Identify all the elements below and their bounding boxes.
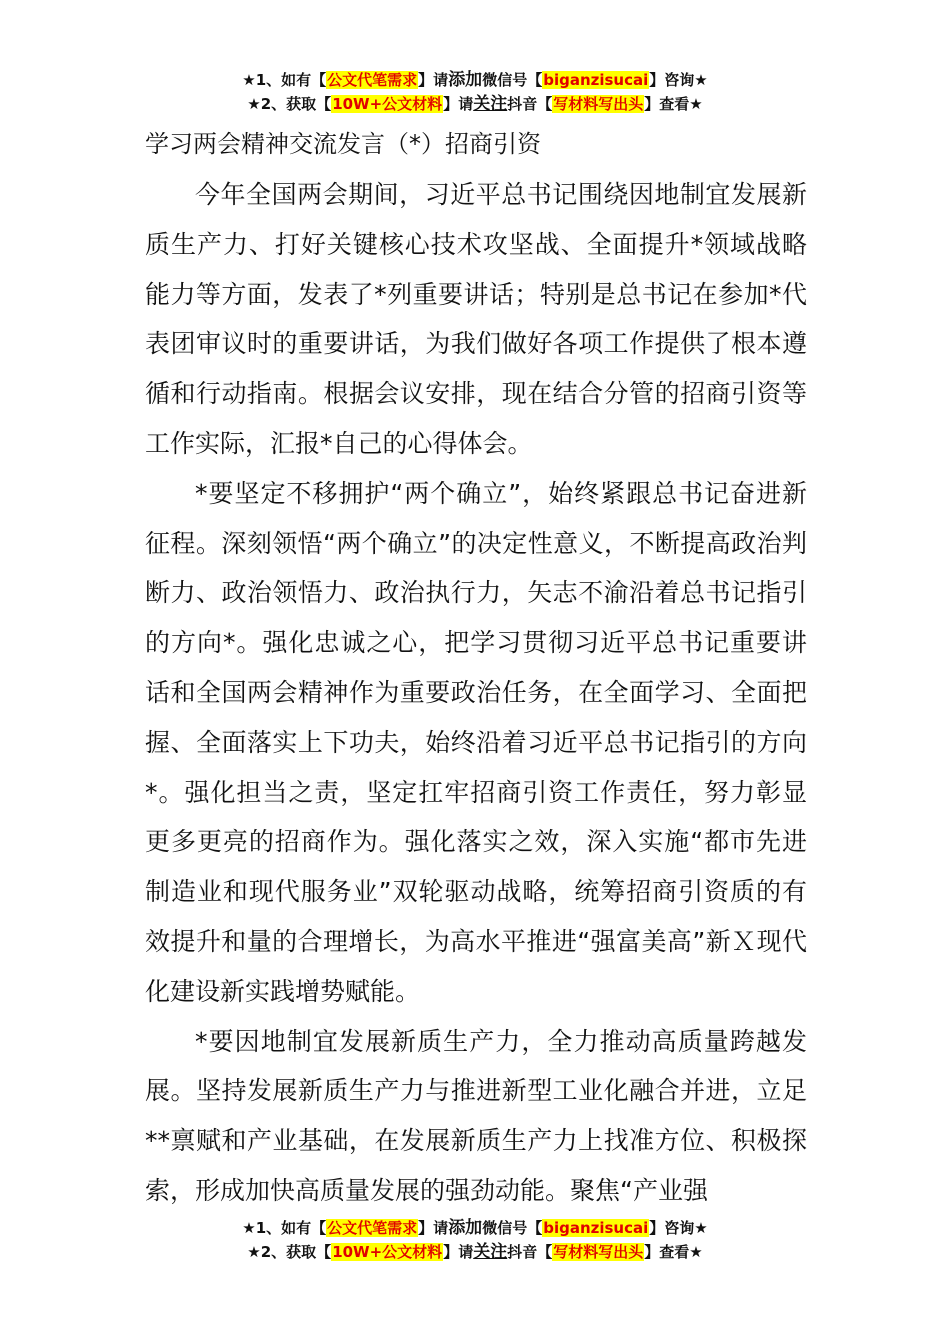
- paragraph: 今年全国两会期间，习近平总书记围绕因地制宜发展新质生产力、打好关键核心技术攻坚战、全面提升*领域战略能力等方面，发表了*列重要讲话；特别是总书记在参加*代表团审议时的重要讲话，为我们做好各项工作提供了根本遵循和行动指南。根据会议安排，现在结合分管的招商引资等工作实际，汇报*自己的心得体会。: [145, 180, 807, 458]
- banner-douyin-id: 写材料写出头: [553, 95, 644, 113]
- document-title: 学习两会精神交流发言（*）招商引资: [145, 130, 541, 158]
- banner-douyin-id: 写材料写出头: [553, 1243, 644, 1261]
- document-body: [145, 170, 807, 1216]
- banner-line-1: ★1、如有【公文代笔需求】请添加微信号【biganzisucai】咨询★: [242, 1218, 708, 1238]
- banner-line-1: ★1、如有【公文代笔需求】请添加微信号【biganzisucai】咨询★: [242, 70, 708, 90]
- banner-highlight: 公文代笔需求: [327, 71, 418, 89]
- top-banner: [0, 68, 950, 116]
- banner-line-2: ★2、获取【10W+公文材料】请关注抖音【写材料写出头】查看★: [247, 1242, 703, 1262]
- banner-highlight: 公文代笔需求: [327, 1219, 418, 1237]
- banner-wechat-id: biganzisucai: [543, 71, 649, 89]
- paragraph: *要因地制宜发展新质生产力，全力推动高质量跨越发展。坚持发展新质生产力与推进新型工业化融合并进，立足**禀赋和产业基础，在发展新质生产力上找准方位、积极探索，形成加快高质量发展的强劲动能。聚焦“产业强: [145, 1026, 807, 1205]
- banner-highlight: 10W+公文材料: [332, 95, 443, 113]
- banner-wechat-id: biganzisucai: [543, 1219, 649, 1237]
- banner-line-2: ★2、获取【10W+公文材料】请关注抖音【写材料写出头】查看★: [247, 94, 703, 114]
- banner-highlight: 10W+公文材料: [332, 1243, 443, 1261]
- paragraph: *要坚定不移拥护“两个确立”，始终紧跟总书记奋进新征程。深刻领悟“两个确立”的决定性意义，不断提高政治判断力、政治领悟力、政治执行力，矢志不渝沿着总书记指引的方向*。强化忠诚之心，把学习贯彻习近平总书记重要讲话和全国两会精神作为重要政治任务，在全面学习、全面把握、全面落实上下功夫，始终沿着习近平总书记指引的方向*。强化担当之责，坚定扛牢招商引资工作责任，努力彰显更多更亮的招商作为。强化落实之效，深入实施“都市先进制造业和现代服务业”双轮驱动战略，统筹招商引资质的有效提升和量的合理增长，为高水平推进“强富美高”新Ｘ现代化建设新实践增势赋能。: [145, 478, 807, 1006]
- bottom-banner: [0, 1216, 950, 1264]
